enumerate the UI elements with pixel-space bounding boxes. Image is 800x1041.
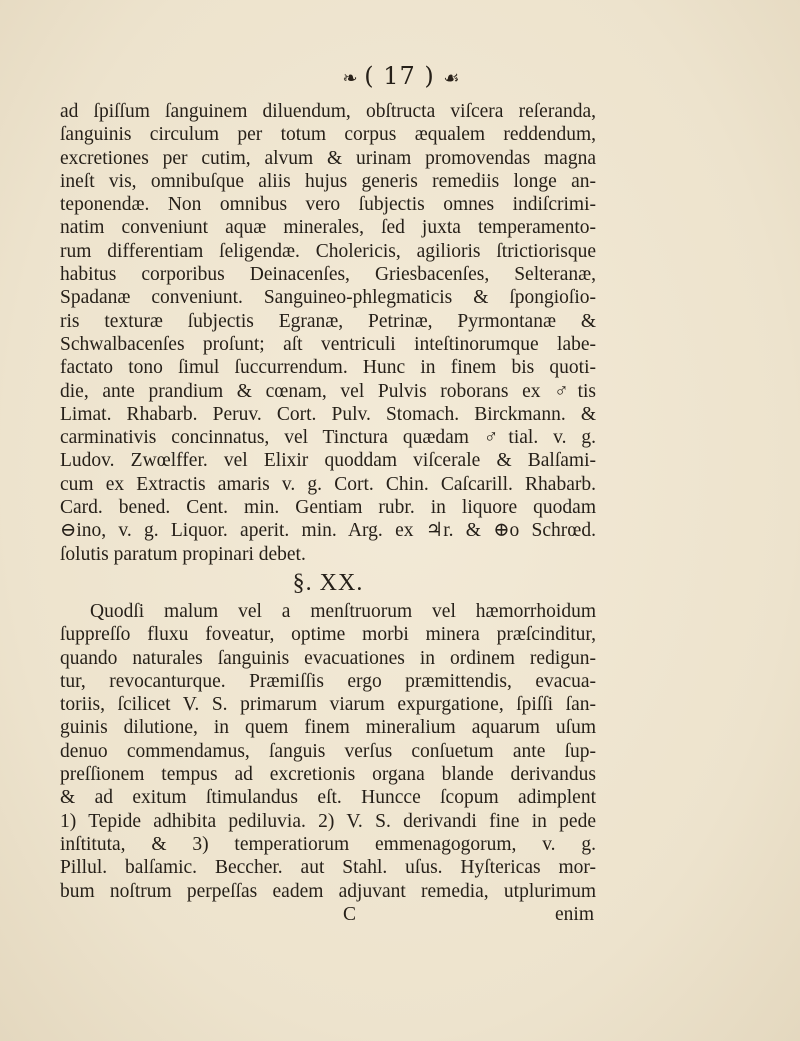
text-line: bum noſtrum perpeſſas eadem adjuvant remedia, utplurimum <box>60 880 596 902</box>
text-line: guinis dilutione, in quem finem mineralium aquarum uſum <box>60 717 596 739</box>
text-line: inſtituta, & 3) temperatiorum emmenagogorum, v. g. <box>60 833 596 855</box>
text-line: factato tono ſimul ſuccurrendum. Hunc in finem bis quoti- <box>60 357 596 379</box>
text-line: denuo commendamus, ſanguis verſus conſuetum ante ſup- <box>60 740 596 762</box>
text-line: die, ante prandium & cœnam, vel Pulvis roborans ex ♂tis <box>60 380 596 402</box>
text-line: ſolutis paratum propinari debet. <box>60 543 306 565</box>
text-line: Spadanæ conveniunt. Sanguineo-phlegmaticis & ſpongioſio- <box>60 287 596 309</box>
page-number: ( 17 ) <box>364 62 435 90</box>
text-line: ſanguinis circulum per totum corpus æqualem reddendum, <box>60 124 596 146</box>
text-line: tur, revocanturque. Præmiſſis ergo præmittendis, evacua- <box>60 670 596 692</box>
text-line: ris texturæ ſubjectis Egranæ, Petrinæ, Pyrmontanæ & <box>60 310 596 332</box>
text-line: preſſionem tempus ad excretionis organa blande derivandus <box>60 764 596 786</box>
ornament-left-icon: ❧ <box>342 68 356 89</box>
paragraph-1 <box>60 100 596 566</box>
page-header <box>0 62 800 90</box>
text-line: Limat. Rhabarb. Peruv. Cort. Pulv. Stomach. Birckmann. & <box>60 403 596 425</box>
text-line: teponendæ. Non omnibus vero ſubjectis omnes indiſcrimi- <box>60 194 596 216</box>
text-line: 1) Tepide adhibita pediluvia. 2) V. S. derivandi fine in pede <box>60 810 596 832</box>
text-line: quando naturales ſanguinis evacuationes in ordinem redigun- <box>60 647 596 669</box>
text-line: carminativis concinnatus, vel Tinctura quædam ♂tial. v. g. <box>60 427 596 449</box>
signature-mark: C <box>343 903 357 925</box>
text-line: natim conveniunt aquæ minerales, ſed juxta temperamento- <box>60 217 596 239</box>
text-line: ſuppreſſo fluxu foveatur, optime morbi minera præſcinditur, <box>60 624 596 646</box>
text-line: Pillul. balſamic. Beccher. aut Stahl. uſus. Hyſtericas mor- <box>60 857 596 879</box>
text-line: Card. bened. Cent. min. Gentiam rubr. in liquore quodam <box>60 497 596 519</box>
catchword: enim <box>555 903 594 925</box>
text-line: ineſt vis, omnibuſque aliis hujus generis remediis longe an- <box>60 170 596 192</box>
text-line: Quodſi malum vel a menſtruorum vel hæmorrhoidum <box>90 600 596 622</box>
section-heading: §. XX. <box>292 569 364 596</box>
text-line: & ad exitum ſtimulandus eſt. Huncce ſcopum adimplent <box>60 787 596 809</box>
ornament-right-icon: ☙ <box>443 68 458 89</box>
paragraph-2 <box>60 600 596 903</box>
text-line: ⊖ino, v. g. Liquor. aperit. min. Arg. ex ♃r. & ⊕o Schrœd. <box>60 520 596 542</box>
text-line: rum differentiam ſeligendæ. Cholericis, agilioris ſtrictiorisque <box>60 240 596 262</box>
text-line: Ludov. Zwœlffer. vel Elixir quoddam viſcerale & Balſami- <box>60 450 596 472</box>
text-line: ad ſpiſſum ſanguinem diluendum, obſtructa viſcera reſeranda, <box>60 101 596 122</box>
text-line: habitus corporibus Deinacenſes, Griesbacenſes, Selteranæ, <box>60 264 596 286</box>
text-line: Schwalbacenſes proſunt; aſt ventriculi inteſtinorumque labe- <box>60 333 596 355</box>
body-text <box>60 100 596 926</box>
page-footer <box>60 903 596 926</box>
text-line: excretiones per cutim, alvum & urinam promovendas magna <box>60 147 596 169</box>
text-line: toriis, ſcilicet V. S. primarum viarum expurgatione, ſpiſſi ſan- <box>60 694 596 716</box>
text-line: cum ex Extractis amaris v. g. Cort. Chin. Caſcarill. Rhabarb. <box>60 473 596 495</box>
